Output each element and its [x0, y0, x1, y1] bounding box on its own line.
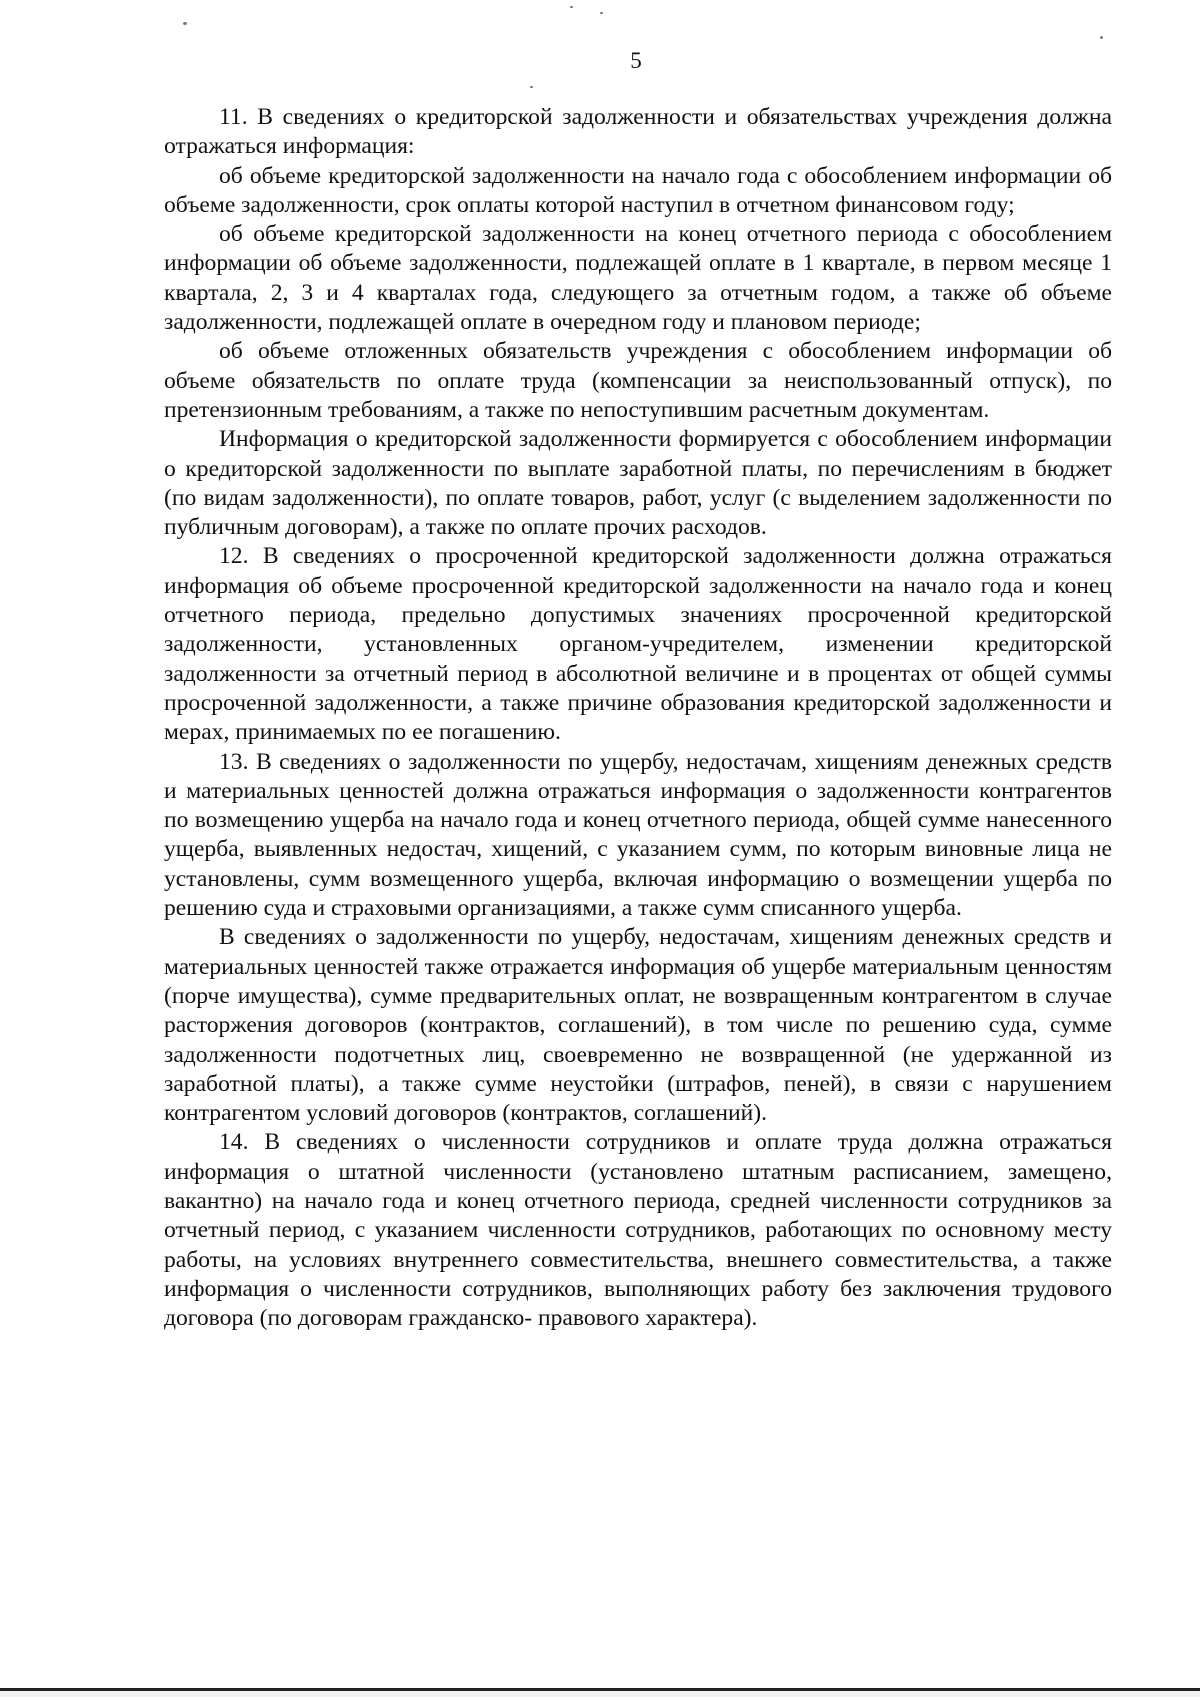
scan-bottom-band: [0, 1691, 1200, 1697]
paragraph-11-item-2: об объеме кредиторской задолженности на конец отчетного периода с обособлением информации об объеме задолженности, подлежащей оплате в 1 квартале, в первом месяце 1 квартала, 2, 3 и 4 кварталах года, следующего за отчетным годом, а также об объеме задолженности, подлежащей оплате в очередном году и плановом периоде;: [164, 221, 1112, 336]
scan-speck: [570, 6, 573, 8]
paragraph-13-continued: В сведениях о задолженности по ущербу, недостачам, хищениям денежных средств и материальных ценностей также отражается информация об ущербе материальным ценностям (порче имущества), сумме предварительных оплат, не возвращенным контрагентом в случае расторжения договоров (контрактов, соглашений), в том числе по решению суда, сумме задолженности подотчетных лиц, своевременно не возвращенной (не удержанной из заработной платы), а также сумме неустойки (штрафов, пеней), в связи с нарушением контрагентом условий договоров (контрактов, соглашений).: [164, 924, 1112, 1127]
scan-bottom-edge: [0, 1688, 1200, 1691]
document-body: [164, 103, 1112, 1333]
scan-speck: [600, 12, 603, 14]
scan-speck: [1100, 36, 1103, 39]
paragraph-12: 12. В сведениях о просроченной кредиторской задолженности должна отражаться информация об объеме просроченной кредиторской задолженности на начало года и конец отчетного периода, предельно допустимых значениях просроченной кредиторской задолженности, установленных органом-учредителем, изменении кредиторской задолженности за отчетный период в абсолютной величине и в процентах от общей суммы просроченной задолженности, а также причине образования кредиторской задолженности и мерах, принимаемых по ее погашению.: [164, 543, 1112, 746]
scan-speck: [183, 22, 187, 25]
page-number: 5: [630, 48, 642, 73]
paragraph-14: 14. В сведениях о численности сотрудников и оплате труда должна отражаться информация о штатной численности (установлено штатным расписанием, замещено, вакантно) на начало года и конец отчетного периода, средней численности сотрудников за отчетный период, с указанием численности сотрудников, работающих по основному месту работы, на условиях внутреннего совместительства, внешнего совместительства, а также информация о численности сотрудников, выполняющих работу без заключения трудового договора (по договорам гражданско- правового характера).: [164, 1129, 1112, 1332]
paragraph-11-item-3: об объеме отложенных обязательств учреждения с обособлением информации об объеме обязательств по оплате труда (компенсации за неиспользованный отпуск), по претензионным требованиям, а также по непоступившим расчетным документам.: [164, 338, 1112, 423]
paragraph-11: 11. В сведениях о кредиторской задолженности и обязательствах учреждения должна отражаться информация:: [164, 104, 1112, 160]
paragraph-11-item-1: об объеме кредиторской задолженности на начало года с обособлением информации об объеме задолженности, срок оплаты которой наступил в отчетном финансовом году;: [164, 162, 1112, 218]
paragraph-13: 13. В сведениях о задолженности по ущербу, недостачам, хищениям денежных средств и материальных ценностей должна отражаться информация о задолженности контрагентов по возмещению ущерба на начало года и конец отчетного периода, общей сумме нанесенного ущерба, выявленных недостач, хищений, с указанием сумм, по которым виновные лица не установлены, сумм возмещенного ущерба, включая информацию о возмещении ущерба по решению суда и страховыми организациями, а также сумм списанного ущерба.: [164, 748, 1112, 922]
scan-speck: [530, 86, 533, 88]
paragraph-11-note: Информация о кредиторской задолженности формируется с обособлением информации о кредиторской задолженности по выплате заработной платы, по перечислениям в бюджет (по видам задолженности), по оплате товаров, работ, услуг (с выделением задолженности по публичным договорам), а также по оплате прочих расходов.: [164, 426, 1112, 541]
